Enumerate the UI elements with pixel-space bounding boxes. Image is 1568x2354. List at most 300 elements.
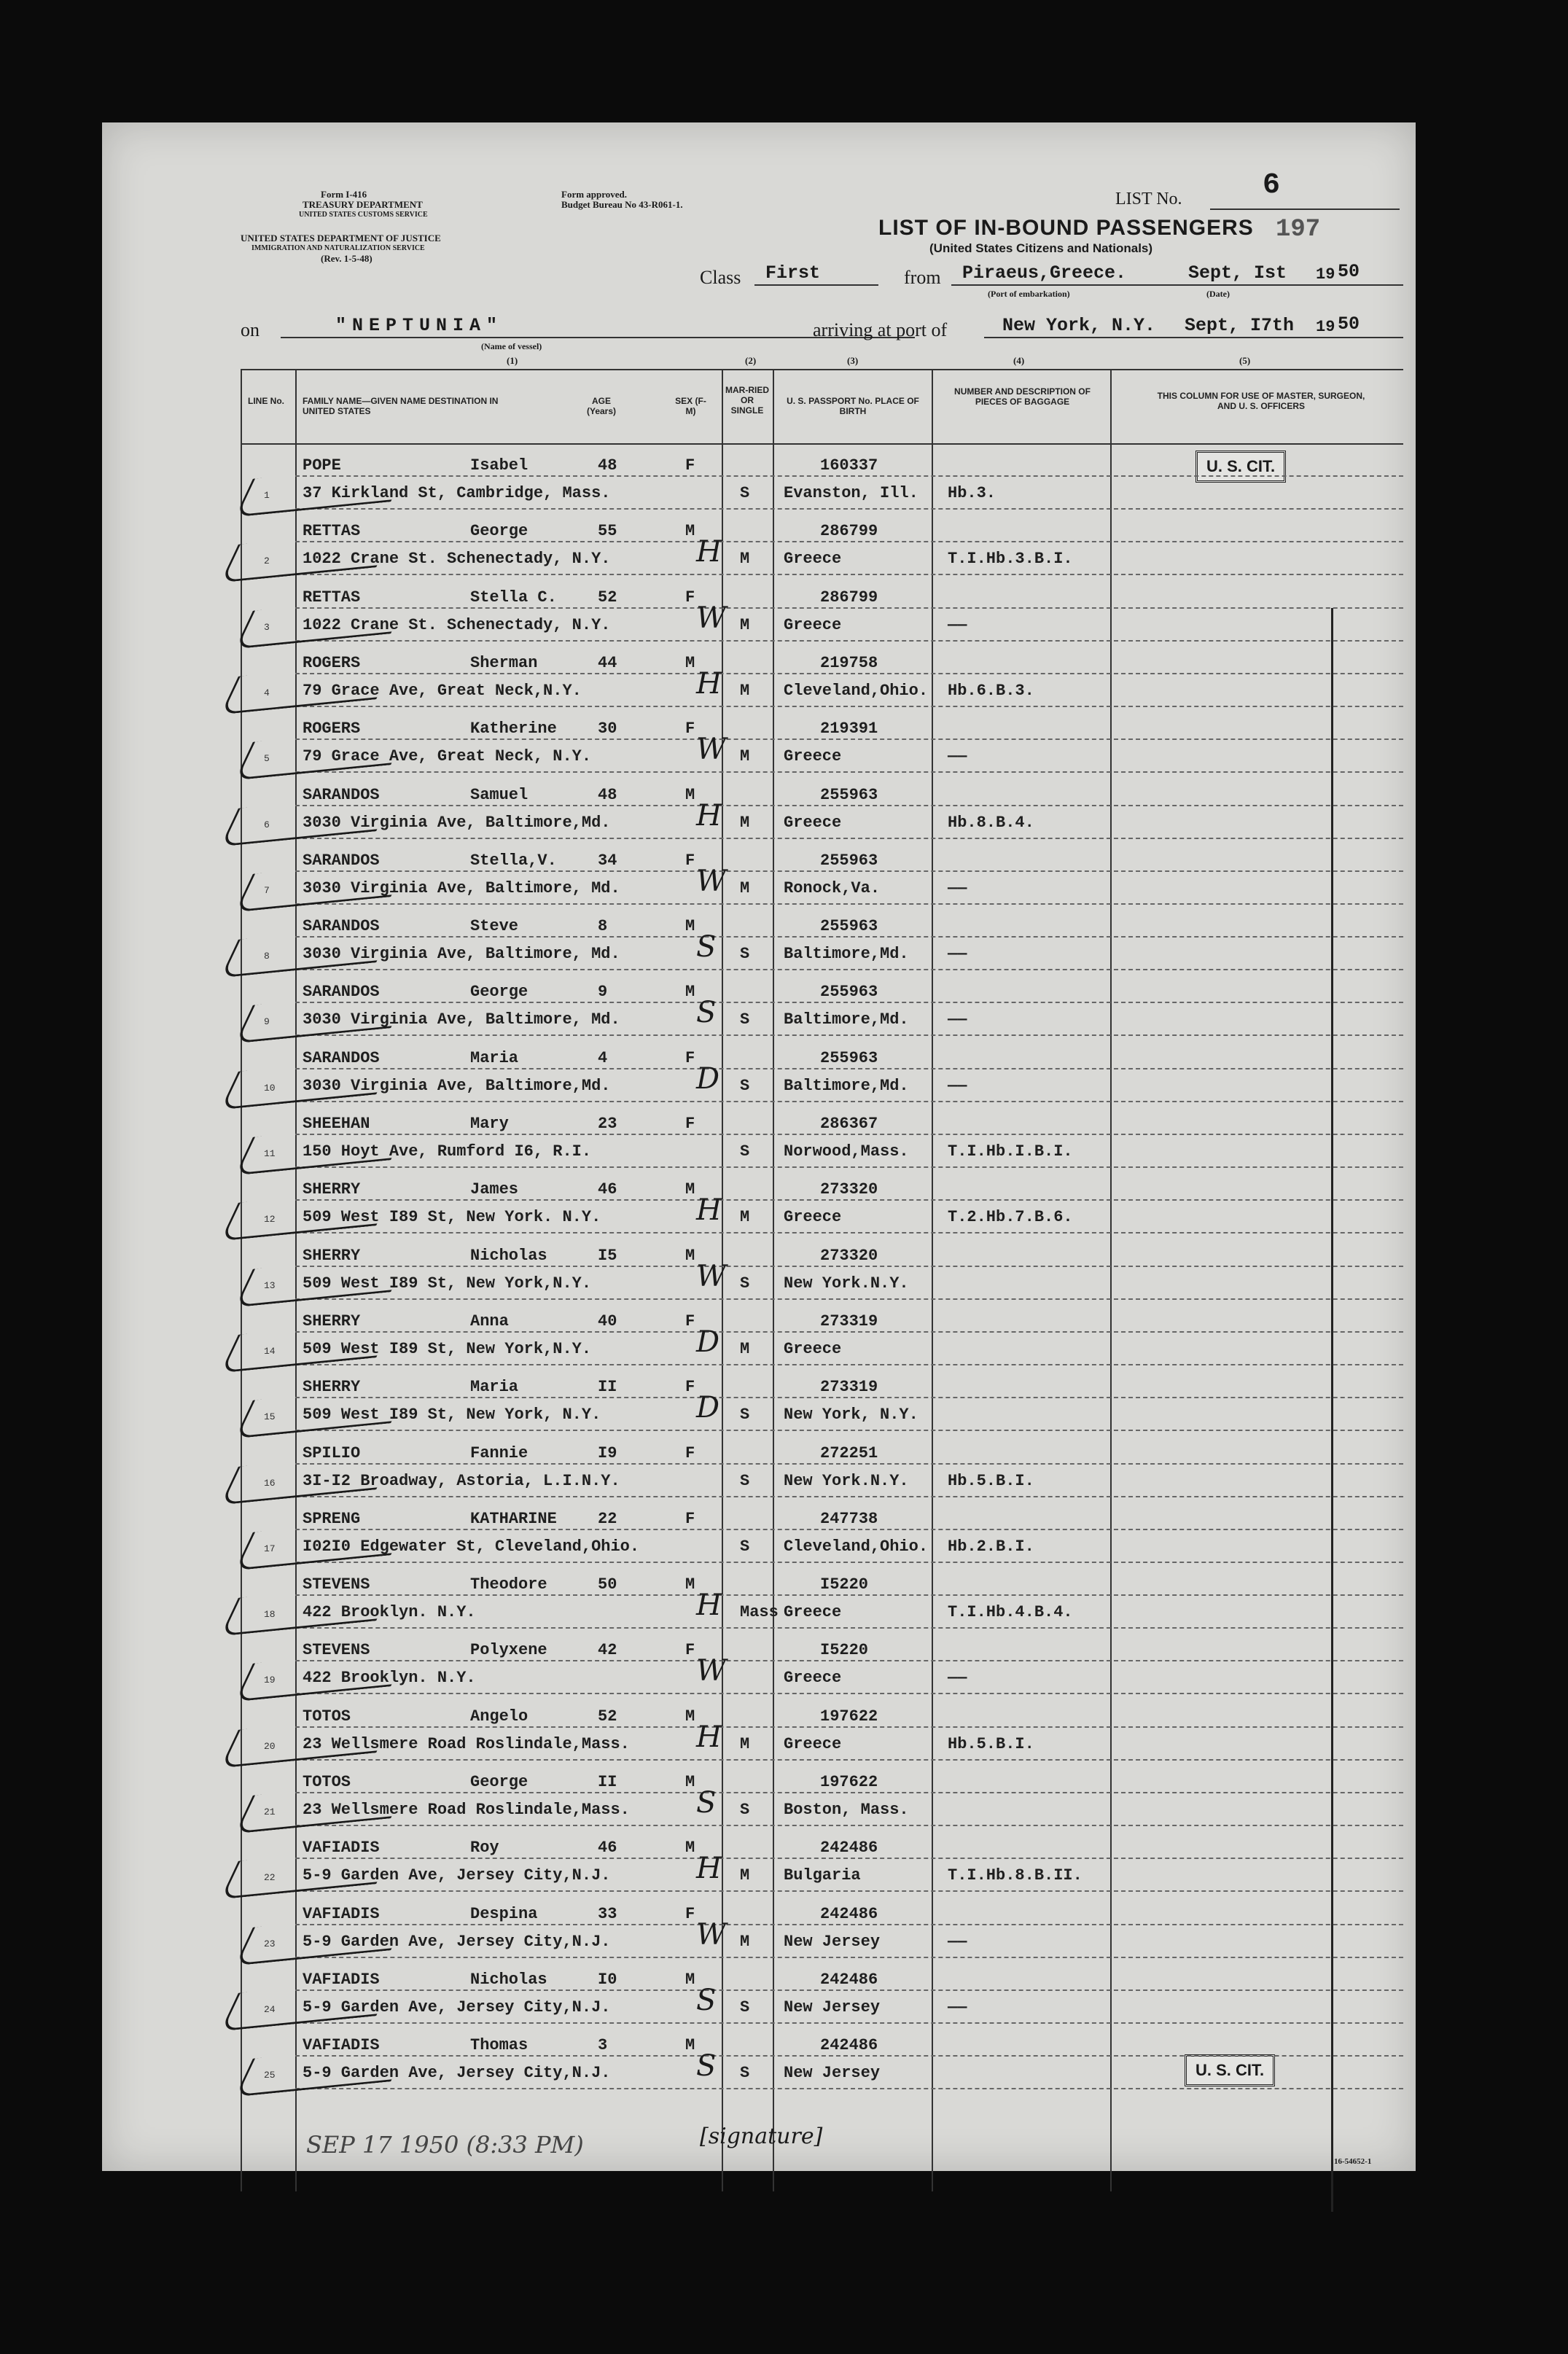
marital-status: S xyxy=(740,1076,750,1095)
approved-label: Form approved. xyxy=(561,189,628,200)
form-subtitle: (United States Citizens and Nationals) xyxy=(929,241,1153,255)
arrival-port: New York, N.Y. xyxy=(1002,315,1156,336)
immigration-label: IMMIGRATION AND NATURALIZATION SERVICE xyxy=(251,244,425,252)
table-row xyxy=(102,1371,1403,1436)
family-name: SARANDOS xyxy=(303,917,380,936)
year-value: 50 xyxy=(1338,261,1360,282)
place-of-birth: Greece xyxy=(784,747,842,766)
destination: 3030 Virginia Ave, Baltimore,Md. xyxy=(303,1076,611,1095)
row-rule-lower xyxy=(295,1759,1403,1761)
line-number: 10 xyxy=(264,1082,276,1094)
age: 23 xyxy=(598,1115,617,1133)
arrival-underline xyxy=(984,337,1403,338)
place-of-birth: Ronock,Va. xyxy=(784,878,881,897)
table-row xyxy=(102,449,1403,515)
family-name: VAFIADIS xyxy=(303,1970,380,1989)
relation-mark: S xyxy=(696,996,717,1030)
age: 34 xyxy=(598,851,617,870)
destination: 422 Brooklyn. N.Y. xyxy=(303,1669,476,1688)
marital-status: Mass xyxy=(740,1603,779,1622)
place-of-birth: Bulgaria xyxy=(784,1866,861,1885)
place-of-birth: Greece xyxy=(784,1669,842,1688)
given-name: George xyxy=(470,522,528,541)
given-name: Roy xyxy=(470,1839,499,1858)
baggage: T.I.Hb.I.B.I. xyxy=(948,1142,1073,1161)
embarkation-port: Piraeus,Greece. xyxy=(962,262,1127,284)
row-rule-lower xyxy=(295,1627,1403,1629)
from-underline xyxy=(951,284,1403,286)
relation-mark: S xyxy=(696,2049,717,2084)
age: I9 xyxy=(598,1443,617,1462)
relation-mark: H xyxy=(696,1852,722,1886)
budget-label: Budget Bureau No 43-R061-1. xyxy=(561,199,683,210)
place-of-birth: New York.N.Y. xyxy=(784,1274,909,1293)
marital-status: S xyxy=(740,1471,750,1490)
relation-mark: D xyxy=(696,1391,720,1425)
given-name: Angelo xyxy=(470,1707,528,1726)
place-of-birth: New York, N.Y. xyxy=(784,1406,918,1425)
family-name: ROGERS xyxy=(303,653,361,672)
row-rule-upper xyxy=(295,870,1403,872)
treasury-label: TREASURY DEPARTMENT xyxy=(303,199,423,210)
place-of-birth: Baltimore,Md. xyxy=(784,1010,909,1029)
row-rule-upper xyxy=(295,1134,1403,1135)
family-name: SHEEHAN xyxy=(303,1115,370,1133)
class-value: First xyxy=(765,262,821,284)
baggage: —— xyxy=(948,1932,967,1951)
table-row xyxy=(102,1107,1403,1173)
baggage: T.I.Hb.4.B.4. xyxy=(948,1603,1073,1622)
row-rule-lower xyxy=(295,1364,1403,1365)
row-rule-upper xyxy=(295,1792,1403,1793)
list-no-label: LIST No. xyxy=(1115,190,1182,208)
marital-status: M xyxy=(740,747,750,766)
port-caption: (Port of embarkation) xyxy=(988,289,1070,299)
row-rule-upper xyxy=(295,1660,1403,1661)
sex: M xyxy=(685,785,695,804)
table-header-border xyxy=(241,443,1403,445)
relation-mark: W xyxy=(696,1917,727,1952)
row-rule-upper xyxy=(295,1594,1403,1596)
passport-number: 286799 xyxy=(820,588,878,607)
baggage: —— xyxy=(948,1010,967,1029)
embarkation-date: Sept, Ist xyxy=(1188,262,1287,284)
row-rule-lower xyxy=(295,1562,1403,1563)
line-number: 20 xyxy=(264,1740,276,1752)
marital-status: S xyxy=(740,1010,750,1029)
manifest-page xyxy=(102,122,1416,2171)
age: 50 xyxy=(598,1575,617,1594)
relation-mark: H xyxy=(696,666,722,701)
family-name: SARANDOS xyxy=(303,983,380,1002)
justice-label: UNITED STATES DEPARTMENT OF JUSTICE xyxy=(241,233,441,243)
family-name: TOTOS xyxy=(303,1707,351,1726)
relation-mark: W xyxy=(696,733,727,767)
row-rule-lower xyxy=(295,1957,1403,1958)
line-number: 25 xyxy=(264,2070,276,2081)
table-row xyxy=(102,581,1403,647)
row-rule-lower xyxy=(295,640,1403,642)
given-name: Thomas xyxy=(470,2036,528,2055)
row-rule-upper xyxy=(295,1002,1403,1003)
table-row xyxy=(102,1831,1403,1897)
table-row xyxy=(102,1173,1403,1239)
row-rule-lower xyxy=(295,1298,1403,1300)
row-rule-upper xyxy=(295,1397,1403,1398)
row-rule-lower xyxy=(295,2088,1403,2089)
age: 52 xyxy=(598,1707,617,1726)
table-row xyxy=(102,1305,1403,1371)
place-of-birth: New Jersey xyxy=(784,1932,881,1951)
destination: 3I-I2 Broadway, Astoria, L.I.N.Y. xyxy=(303,1471,620,1490)
header-age: AGE (Years) xyxy=(586,396,617,416)
given-name: Maria xyxy=(470,1378,519,1397)
baggage: Hb.8.B.4. xyxy=(948,813,1034,832)
marital-status: S xyxy=(740,1142,750,1161)
family-name: VAFIADIS xyxy=(303,1839,380,1858)
given-name: Nicholas xyxy=(470,1970,547,1989)
place-of-birth: Baltimore,Md. xyxy=(784,945,909,964)
passport-number: I5220 xyxy=(820,1641,869,1660)
given-name: George xyxy=(470,1773,528,1791)
marital-status: M xyxy=(740,813,750,832)
row-rule-lower xyxy=(295,1034,1403,1036)
row-rule-lower xyxy=(295,2022,1403,2024)
marital-status: S xyxy=(740,1537,750,1556)
line-number: 8 xyxy=(264,951,270,962)
marital-status: M xyxy=(740,1208,750,1227)
customs-label: UNITED STATES CUSTOMS SERVICE xyxy=(299,211,428,219)
family-name: SHERRY xyxy=(303,1246,361,1265)
passport-number: 242486 xyxy=(820,1904,878,1923)
marital-status: M xyxy=(740,550,750,569)
destination: 509 West I89 St, New York,N.Y. xyxy=(303,1339,592,1358)
age: II xyxy=(598,1773,617,1791)
sex: M xyxy=(685,1575,695,1594)
age: II xyxy=(598,1378,617,1397)
line-number: 3 xyxy=(264,621,270,633)
sex: F xyxy=(685,456,695,475)
destination: 23 Wellsmere Road Roslindale,Mass. xyxy=(303,1801,630,1819)
arrival-date: Sept, I7th xyxy=(1185,315,1295,336)
relation-mark: H xyxy=(696,1589,722,1623)
row-rule-upper xyxy=(295,738,1403,740)
relation-mark: W xyxy=(696,1654,727,1688)
relation-mark: D xyxy=(696,1061,720,1096)
col-num-3: (3) xyxy=(847,355,859,366)
destination: 5-9 Garden Ave, Jersey City,N.J. xyxy=(303,1866,611,1885)
baggage: T.2.Hb.7.B.6. xyxy=(948,1208,1073,1227)
row-rule-upper xyxy=(295,1924,1403,1925)
relation-mark: S xyxy=(696,1786,717,1820)
age: 44 xyxy=(598,653,617,672)
age: 4 xyxy=(598,1048,608,1067)
given-name: Polyxene xyxy=(470,1641,547,1660)
line-number: 7 xyxy=(264,884,270,896)
sex: M xyxy=(685,2036,695,2055)
destination: 3030 Virginia Ave, Baltimore, Md. xyxy=(303,878,620,897)
table-row xyxy=(102,1963,1403,2029)
passport-number: 272251 xyxy=(820,1443,878,1462)
given-name: Despina xyxy=(470,1904,538,1923)
marital-status: S xyxy=(740,945,750,964)
sex: F xyxy=(685,588,695,607)
marital-status: M xyxy=(740,1339,750,1358)
passport-number: 219391 xyxy=(820,720,878,738)
given-name: KATHARINE xyxy=(470,1509,557,1528)
passport-number: 255963 xyxy=(820,917,878,936)
row-rule-lower xyxy=(295,1825,1403,1826)
table-row xyxy=(102,910,1403,975)
relation-mark: D xyxy=(696,1325,720,1359)
age: 30 xyxy=(598,720,617,738)
row-rule-lower xyxy=(295,1890,1403,1892)
row-rule-upper xyxy=(295,936,1403,938)
given-name: Katherine xyxy=(470,720,557,738)
list-number: 6 xyxy=(1263,169,1281,202)
given-name: George xyxy=(470,983,528,1002)
header-baggage: NUMBER AND DESCRIPTION OF PIECES OF BAGGAGE xyxy=(954,386,1091,407)
passport-number: 197622 xyxy=(820,1707,878,1726)
family-name: STEVENS xyxy=(303,1641,370,1660)
place-of-birth: Cleveland,Ohio. xyxy=(784,1537,929,1556)
passport-number: 255963 xyxy=(820,785,878,804)
header-passport: U. S. PASSPORT No. PLACE OF BIRTH xyxy=(787,396,919,416)
sex: F xyxy=(685,1312,695,1330)
place-of-birth: Cleveland,Ohio. xyxy=(784,681,929,700)
line-number: 17 xyxy=(264,1543,276,1554)
marital-status: M xyxy=(740,681,750,700)
sex: F xyxy=(685,851,695,870)
family-name: TOTOS xyxy=(303,1773,351,1791)
destination: 150 Hoyt Ave, Rumford I6, R.I. xyxy=(303,1142,592,1161)
baggage: —— xyxy=(948,1669,967,1688)
age: 46 xyxy=(598,1180,617,1199)
line-number: 21 xyxy=(264,1807,276,1817)
family-name: RETTAS xyxy=(303,522,361,541)
destination: 1022 Crane St. Schenectady, N.Y. xyxy=(303,550,611,569)
line-number: 19 xyxy=(264,1675,276,1686)
given-name: Mary xyxy=(470,1115,509,1133)
destination: 509 West I89 St, New York. N.Y. xyxy=(303,1208,601,1227)
table-row xyxy=(102,1437,1403,1503)
table-row xyxy=(102,1898,1403,1963)
place-of-birth: New Jersey xyxy=(784,2064,881,2083)
baggage: T.I.Hb.3.B.I. xyxy=(948,550,1073,569)
age: 22 xyxy=(598,1509,617,1528)
row-rule-upper xyxy=(295,475,1403,477)
year-prefix: 19 xyxy=(1316,265,1335,284)
row-rule-lower xyxy=(295,706,1403,707)
marital-status: S xyxy=(740,484,750,502)
passport-number: 273320 xyxy=(820,1180,878,1199)
passport-number: 255963 xyxy=(820,1048,878,1067)
relation-mark: S xyxy=(696,930,717,964)
row-rule-upper xyxy=(295,1529,1403,1530)
place-of-birth: Greece xyxy=(784,550,842,569)
baggage: T.I.Hb.8.B.II. xyxy=(948,1866,1083,1885)
destination: 79 Grace Ave, Great Neck,N.Y. xyxy=(303,681,582,700)
baggage: —— xyxy=(948,945,967,964)
sex: M xyxy=(685,1970,695,1989)
date-caption: (Date) xyxy=(1206,289,1230,299)
sex: M xyxy=(685,917,695,936)
inspector-signature: [signature] xyxy=(700,2124,823,2149)
row-rule-lower xyxy=(295,1232,1403,1233)
vessel-name: "NEPTUNIA" xyxy=(335,315,504,336)
age: 42 xyxy=(598,1641,617,1660)
header-married: MAR-RIED OR SINGLE xyxy=(725,385,769,416)
age: 48 xyxy=(598,456,617,475)
header-line-no: LINE No. xyxy=(248,396,284,406)
table-row xyxy=(102,779,1403,844)
line-number: 5 xyxy=(264,753,270,765)
given-name: Stella,V. xyxy=(470,851,557,870)
row-rule-upper xyxy=(295,1858,1403,1859)
row-rule-upper xyxy=(295,1463,1403,1465)
table-row xyxy=(102,2029,1403,2094)
age: I5 xyxy=(598,1246,617,1265)
passport-number: 286367 xyxy=(820,1115,878,1133)
given-name: Steve xyxy=(470,917,519,936)
baggage: Hb.5.B.I. xyxy=(948,1471,1034,1490)
line-number: 15 xyxy=(264,1411,276,1423)
form-number: Form I-416 xyxy=(321,189,367,200)
age: 9 xyxy=(598,983,608,1002)
table-row xyxy=(102,1239,1403,1305)
row-rule-lower xyxy=(295,1430,1403,1431)
family-name: POPE xyxy=(303,456,341,475)
vessel-caption: (Name of vessel) xyxy=(481,341,542,351)
line-number: 12 xyxy=(264,1214,276,1225)
row-rule-upper xyxy=(295,1266,1403,1267)
passport-number: 273319 xyxy=(820,1312,878,1330)
age: 52 xyxy=(598,588,617,607)
family-name: VAFIADIS xyxy=(303,2036,380,2055)
arrival-year-prefix: 19 xyxy=(1316,318,1335,336)
us-citizen-stamp-bottom: U. S. CIT. xyxy=(1185,2054,1275,2086)
passport-number: 160337 xyxy=(820,456,878,475)
arriving-label: arriving at port of xyxy=(813,319,948,340)
age: 55 xyxy=(598,522,617,541)
row-rule-upper xyxy=(295,1331,1403,1333)
table-top-border xyxy=(241,369,1403,370)
from-label: from xyxy=(904,267,941,288)
baggage: Hb.6.B.3. xyxy=(948,681,1034,700)
given-name: Stella C. xyxy=(470,588,557,607)
row-rule-upper xyxy=(295,541,1403,542)
sex: F xyxy=(685,1115,695,1133)
destination: 509 West I89 St, New York,N.Y. xyxy=(303,1274,592,1293)
row-rule-lower xyxy=(295,838,1403,839)
passport-number: 242486 xyxy=(820,1839,878,1858)
row-rule-upper xyxy=(295,1068,1403,1069)
baggage: Hb.5.B.I. xyxy=(948,1734,1034,1753)
sex: M xyxy=(685,653,695,672)
destination: 1022 Crane St. Schenectady, N.Y. xyxy=(303,615,611,634)
table-row xyxy=(102,1634,1403,1699)
marital-status: M xyxy=(740,1734,750,1753)
line-number: 22 xyxy=(264,1872,276,1884)
family-name: SARANDOS xyxy=(303,1048,380,1067)
given-name: Theodore xyxy=(470,1575,547,1594)
table-row xyxy=(102,844,1403,910)
row-rule-upper xyxy=(295,805,1403,806)
line-number: 6 xyxy=(264,819,270,830)
list-no-underline xyxy=(1210,208,1400,210)
destination: 5-9 Garden Ave, Jersey City,N.J. xyxy=(303,1998,611,2016)
passport-number: I5220 xyxy=(820,1575,869,1594)
header-name: FAMILY NAME—GIVEN NAME DESTINATION IN UNITED STATES xyxy=(303,396,499,416)
class-label: Class xyxy=(700,267,741,288)
col-num-1: (1) xyxy=(507,355,518,366)
col-num-2: (2) xyxy=(745,355,757,366)
passport-number: 197622 xyxy=(820,1773,878,1791)
destination: 3030 Virginia Ave, Baltimore,Md. xyxy=(303,813,611,832)
table-row xyxy=(102,1766,1403,1831)
row-rule-lower xyxy=(295,1693,1403,1694)
row-rule-lower xyxy=(295,574,1403,575)
given-name: Nicholas xyxy=(470,1246,547,1265)
family-name: RETTAS xyxy=(303,588,361,607)
passport-number: 273320 xyxy=(820,1246,878,1265)
sex: F xyxy=(685,1904,695,1923)
relation-mark: H xyxy=(696,535,722,569)
marital-status: M xyxy=(740,1866,750,1885)
family-name: STEVENS xyxy=(303,1575,370,1594)
family-name: SPRENG xyxy=(303,1509,361,1528)
row-rule-upper xyxy=(295,1199,1403,1201)
form-title: LIST OF IN-BOUND PASSENGERS xyxy=(878,216,1254,240)
destination: 3030 Virginia Ave, Baltimore, Md. xyxy=(303,945,620,964)
table-row xyxy=(102,1568,1403,1634)
line-number: 9 xyxy=(264,1016,270,1028)
line-number: 11 xyxy=(264,1148,276,1159)
given-name: Anna xyxy=(470,1312,509,1330)
place-of-birth: New York.N.Y. xyxy=(784,1471,909,1490)
age: 8 xyxy=(598,917,608,936)
row-rule-lower xyxy=(295,969,1403,970)
age: 48 xyxy=(598,785,617,804)
relation-mark: H xyxy=(696,1720,722,1754)
table-row xyxy=(102,712,1403,778)
passport-number: 242486 xyxy=(820,1970,878,1989)
sex: F xyxy=(685,1509,695,1528)
age: 33 xyxy=(598,1904,617,1923)
sex: M xyxy=(685,1246,695,1265)
line-number: 14 xyxy=(264,1345,276,1357)
baggage: —— xyxy=(948,615,967,634)
destination: 37 Kirkland St, Cambridge, Mass. xyxy=(303,484,611,502)
col-num-4: (4) xyxy=(1013,355,1025,366)
place-of-birth: New Jersey xyxy=(784,1998,881,2016)
place-of-birth: Greece xyxy=(784,615,842,634)
table-row xyxy=(102,1700,1403,1766)
destination: 23 Wellsmere Road Roslindale,Mass. xyxy=(303,1734,630,1753)
given-name: Samuel xyxy=(470,785,528,804)
passport-number: 247738 xyxy=(820,1509,878,1528)
place-of-birth: Norwood,Mass. xyxy=(784,1142,909,1161)
marital-status: S xyxy=(740,1801,750,1819)
row-rule-upper xyxy=(295,1989,1403,1991)
row-rule-upper xyxy=(295,1726,1403,1728)
given-name: James xyxy=(470,1180,519,1199)
relation-mark: H xyxy=(696,1193,722,1228)
age: I0 xyxy=(598,1970,617,1989)
class-underline xyxy=(754,284,878,286)
marital-status: S xyxy=(740,1274,750,1293)
baggage: —— xyxy=(948,1076,967,1095)
